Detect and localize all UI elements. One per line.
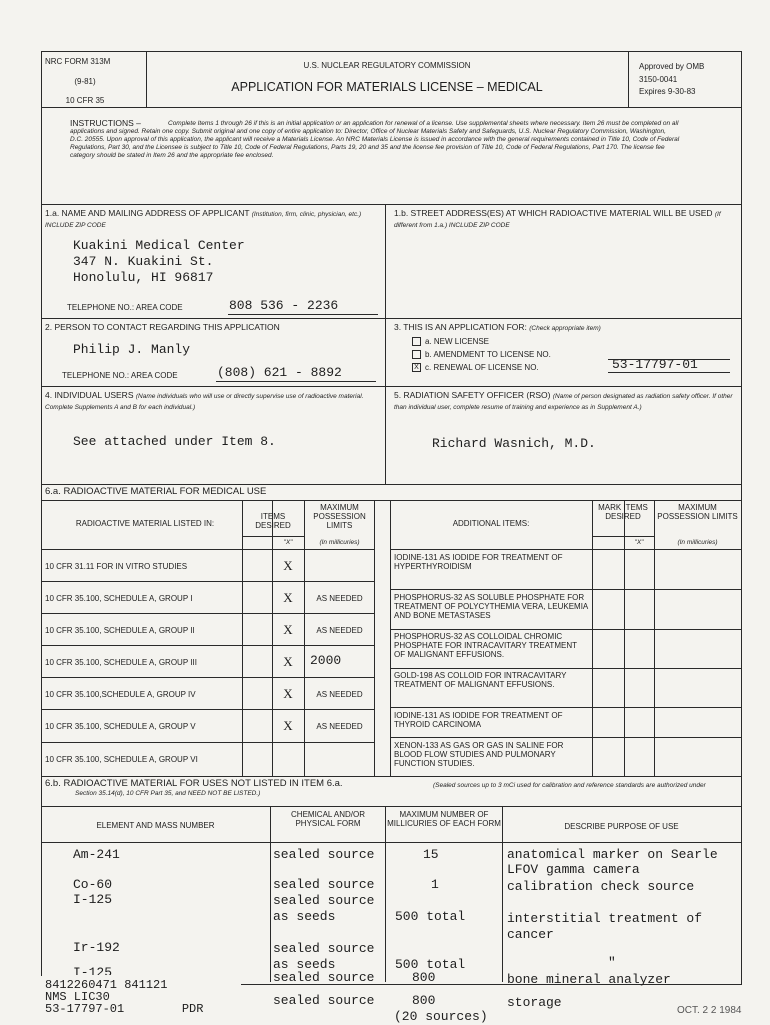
material-cell: 10 CFR 35.100, SCHEDULE A, GROUP II bbox=[45, 626, 195, 635]
rule bbox=[242, 500, 243, 776]
applicant-name: Kuakini Medical Center bbox=[73, 238, 245, 253]
col-additional-header: ADDITIONAL ITEMS: bbox=[452, 519, 530, 528]
radiation-safety-officer: Richard Wasnich, M.D. bbox=[432, 436, 596, 451]
rule bbox=[390, 629, 741, 630]
col-max-mci-header: MAXIMUM NUMBER OF MILLICURIES OF EACH FORM bbox=[387, 810, 501, 828]
underline bbox=[216, 381, 376, 382]
omb-expiry: Expires 9-30-83 bbox=[639, 87, 696, 96]
checkbox-amendment[interactable] bbox=[412, 350, 421, 359]
additional-item: XENON-133 AS GAS OR GAS IN SALINE FOR BLOOD FLOW STUDIES AND PULMONARY FUNCTION STUDIES. bbox=[394, 741, 564, 768]
limit-cell: AS NEEDED bbox=[316, 594, 363, 603]
rule bbox=[41, 318, 741, 319]
col-element-header: ELEMENT AND MASS NUMBER bbox=[96, 821, 215, 830]
rule bbox=[41, 645, 374, 646]
option-renewal[interactable]: X c. RENEWAL OF LICENSE NO. bbox=[412, 363, 539, 372]
max-mci-cell: 1 bbox=[431, 877, 439, 892]
max-mci-cell: 800 bbox=[412, 970, 436, 985]
rule bbox=[592, 500, 593, 776]
additional-item: PHOSPHORUS-32 AS SOLUBLE PHOSPHATE FOR TREATMENT OF POLYCYTHEMIA VERA, LEUKEMIA AND BONE METASTASES bbox=[394, 593, 588, 620]
rule bbox=[41, 709, 374, 710]
rule bbox=[374, 500, 375, 776]
rule bbox=[390, 589, 741, 590]
desired-mark[interactable]: X bbox=[283, 590, 293, 605]
rule bbox=[270, 806, 271, 982]
col-material-header: RADIOACTIVE MATERIAL LISTED IN: bbox=[75, 519, 215, 528]
desired-mark[interactable]: X bbox=[283, 654, 293, 669]
item-1a-label: 1.a. NAME AND MAILING ADDRESS OF APPLICANT (Institution, firm, clinic, physician, etc.) INCLUDE ZIP CODE bbox=[45, 208, 362, 229]
purpose-cell: anatomical marker on Searle bbox=[507, 847, 718, 862]
form-cfr: 10 CFR 35 bbox=[65, 96, 105, 105]
col-purpose-header: DESCRIBE PURPOSE OF USE bbox=[564, 822, 679, 831]
rule bbox=[390, 668, 741, 669]
rule bbox=[628, 51, 629, 107]
limit-cell: AS NEEDED bbox=[316, 722, 363, 731]
rule bbox=[385, 204, 386, 484]
additional-item: IODINE-131 AS IODIDE FOR TREATMENT OF HYPERTHYROIDISM bbox=[394, 553, 563, 571]
rule bbox=[390, 500, 391, 776]
form-cell: sealed source bbox=[273, 893, 375, 908]
instructions-label: INSTRUCTIONS – bbox=[70, 118, 141, 128]
rule bbox=[41, 581, 374, 582]
element-cell: I-125 bbox=[73, 965, 113, 975]
limit-cell: AS NEEDED bbox=[316, 690, 363, 699]
material-cell: 10 CFR 35.100, SCHEDULE A, GROUP III bbox=[45, 658, 197, 667]
rule bbox=[41, 742, 374, 743]
rule bbox=[41, 500, 741, 501]
option-new-license[interactable]: a. NEW LICENSE bbox=[412, 337, 489, 346]
material-cell: 10 CFR 35.100,SCHEDULE A, GROUP IV bbox=[45, 690, 196, 699]
form-cell: sealed source bbox=[273, 993, 375, 1008]
item-3-label: 3. THIS IS AN APPLICATION FOR: (Check appropriate item) bbox=[394, 322, 601, 332]
rule bbox=[41, 776, 741, 777]
col-form-header: CHEMICAL AND/OR PHYSICAL FORM bbox=[291, 810, 365, 828]
material-cell: 10 CFR 35.100, SCHEDULE A, GROUP I bbox=[45, 594, 193, 603]
rule bbox=[41, 386, 741, 387]
col-max-header-2: MAXIMUM POSSESSION LIMITS bbox=[657, 503, 738, 521]
item-5-label: 5. RADIATION SAFETY OFFICER (RSO) (Name of person designated as radiation safety officer. If other than individual user, complete resume of training and experience as in Supplement A.) bbox=[394, 390, 733, 411]
rule bbox=[41, 484, 741, 485]
desired-mark[interactable]: X bbox=[283, 558, 293, 573]
form-revision: (9-81) bbox=[74, 77, 96, 86]
additional-item: PHOSPHORUS-32 AS COLLOIDAL CHROMIC PHOSPHATE FOR INTRACAVITARY TREATMENT OF MALIGNANT EFFUSIONS. bbox=[394, 632, 577, 659]
purpose-cell: storage bbox=[507, 995, 562, 1010]
col-mark-header: MARK ITEMS DESIRED bbox=[598, 503, 648, 521]
rule bbox=[41, 806, 741, 807]
underline bbox=[608, 372, 730, 373]
material-cell: 10 CFR 35.100, SCHEDULE A, GROUP V bbox=[45, 722, 196, 731]
purpose-cell: cancer bbox=[507, 927, 554, 942]
col-x-header: "X" bbox=[283, 539, 293, 546]
item-2-label: 2. PERSON TO CONTACT REGARDING THIS APPLICATION bbox=[45, 322, 280, 332]
rule bbox=[41, 549, 374, 550]
max-mci-cell: 500 total bbox=[395, 909, 466, 924]
limit-cell: 2000 bbox=[310, 653, 342, 668]
max-mci-cell: 500 total bbox=[395, 957, 466, 972]
form-cell: sealed source bbox=[273, 970, 375, 985]
form-title: APPLICATION FOR MATERIALS LICENSE – MEDICAL bbox=[231, 80, 543, 94]
element-cell: Ir-192 bbox=[73, 940, 120, 955]
form-cell: sealed source bbox=[273, 847, 375, 862]
instructions-text: Complete Items 1 through 26 if this is an initial application or an application for renewal of a license. Use supplemental sheets where necessary. Item 26 must be completed on all applications and signed. Retain one copy. Submit original and one copy of entire application to: Director, Office of Nuclear Materials Safety and Safeguards, U.S. Nuclear Regulatory Commission, Washington, D.C. 20555. Upon approval of this application, the applicant will receive a Materials License. An NRC Materials License is issued in accordance with the general requirements contained in Title 10, Code of Federal Regulations, Part 30, and the Licensee is subject to Title 10, Code of Federal Regulations, Parts 19, 20 and 35 and the license fee provision of Title 10, Code of Federal Regulations, Part 170. The license fee category should be stated in Item 26 and the appropriate fee enclosed. bbox=[70, 120, 680, 159]
col-units-header: (In millicuries) bbox=[319, 539, 360, 546]
rule bbox=[41, 204, 741, 205]
form-cell: sealed source bbox=[273, 877, 375, 892]
renewal-license-number: 53-17797-01 bbox=[612, 357, 698, 372]
form-cell: as seeds bbox=[273, 909, 336, 924]
individual-users: See attached under Item 8. bbox=[73, 434, 276, 449]
omb-approval: Approved by OMB bbox=[639, 62, 705, 71]
rule bbox=[385, 806, 386, 982]
purpose-cell: LFOV gamma camera bbox=[507, 862, 640, 877]
purpose-cell: bone mineral analyzer bbox=[507, 972, 671, 987]
desired-mark[interactable]: X bbox=[283, 718, 293, 733]
agency-name: U.S. NUCLEAR REGULATORY COMMISSION bbox=[303, 61, 471, 70]
purpose-cell: interstitial treatment of bbox=[507, 911, 703, 926]
max-mci-cell: (20 sources) bbox=[394, 1009, 488, 1024]
additional-item: GOLD-198 AS COLLOID FOR INTRACAVITARY TREATMENT OF MALIGNANT EFFUSIONS. bbox=[394, 671, 567, 689]
date-stamp: OCT. 2 2 1984 bbox=[677, 1005, 742, 1016]
desired-mark[interactable]: X bbox=[283, 622, 293, 637]
omb-number: 3150-0041 bbox=[639, 75, 678, 84]
applicant-street: 347 N. Kuakini St. bbox=[73, 254, 214, 269]
applicant-city: Honolulu, HI 96817 bbox=[73, 270, 214, 285]
max-mci-cell: 800 bbox=[412, 993, 436, 1008]
nms-code: NMS LIC30 bbox=[45, 990, 110, 1004]
rule bbox=[390, 737, 741, 738]
col-max-header: MAXIMUM POSSESSION LIMITS bbox=[313, 503, 366, 530]
rule bbox=[41, 613, 374, 614]
rule bbox=[502, 806, 503, 982]
checkbox-new[interactable] bbox=[412, 337, 421, 346]
rule bbox=[146, 51, 147, 107]
docket-pdr: 53-17797-01 PDR bbox=[45, 1002, 204, 1016]
purpose-cell: calibration check source bbox=[507, 879, 695, 894]
limit-cell: AS NEEDED bbox=[316, 626, 363, 635]
form-cell: as seeds bbox=[273, 957, 336, 972]
item-6b-label: 6.b. RADIOACTIVE MATERIAL FOR USES NOT LISTED IN ITEM 6.a. bbox=[45, 778, 343, 789]
rule bbox=[41, 107, 741, 108]
applicant-telephone: 808 536 - 2236 bbox=[229, 298, 339, 313]
rule bbox=[390, 707, 741, 708]
form-number: NRC FORM 313M bbox=[45, 57, 111, 66]
col-x-header-2: "X" bbox=[634, 539, 644, 546]
rule bbox=[41, 677, 374, 678]
rule bbox=[242, 536, 304, 537]
col-units-header-2: (In millicuries) bbox=[677, 539, 718, 546]
rule bbox=[592, 536, 654, 537]
material-cell: 10 CFR 35.100, SCHEDULE A, GROUP VI bbox=[45, 755, 198, 764]
contact-telephone: (808) 621 - 8892 bbox=[217, 365, 342, 380]
element-cell: I-125 bbox=[73, 892, 113, 907]
max-mci-cell: 15 bbox=[423, 847, 439, 862]
item-1b-label: 1.b. STREET ADDRESS(ES) AT WHICH RADIOACTIVE MATERIAL WILL BE USED (If different from 1.a.) INCLUDE ZIP CODE bbox=[394, 208, 721, 229]
contact-name: Philip J. Manly bbox=[73, 342, 191, 357]
rule bbox=[390, 549, 741, 550]
material-cell: 10 CFR 31.11 FOR IN VITRO STUDIES bbox=[45, 562, 188, 571]
item-6b-note: (Sealed sources up to 3 mCi used for calibration and reference standards are authorized under Section 35.14(d), 10 CFR Part 35, and NEED NOT BE LISTED.) bbox=[75, 782, 706, 797]
form-cell: sealed source bbox=[273, 941, 375, 956]
element-cell: Am-241 bbox=[73, 847, 120, 862]
col-items-header: ITEMS DESIRED bbox=[255, 512, 291, 530]
underline bbox=[608, 359, 730, 360]
option-amendment[interactable]: b. AMENDMENT TO LICENSE NO. bbox=[412, 350, 551, 359]
element-cell: Co-60 bbox=[73, 877, 113, 892]
underline bbox=[228, 314, 378, 315]
desired-mark[interactable]: X bbox=[283, 686, 293, 701]
contact-telephone-label: TELEPHONE NO.: AREA CODE bbox=[62, 371, 178, 380]
applicant-telephone-label: TELEPHONE NO.: AREA CODE bbox=[67, 303, 183, 312]
rule bbox=[41, 842, 741, 843]
item-4-label: 4. INDIVIDUAL USERS (Name individuals who will use or directly supervise use of radioactive material. Complete Supplements A and B for each individual.) bbox=[45, 390, 364, 411]
item-6a-label: 6.a. RADIOACTIVE MATERIAL FOR MEDICAL USE bbox=[45, 486, 267, 497]
additional-item: IODINE-131 AS IODIDE FOR TREATMENT OF THYROID CARCINOMA bbox=[394, 711, 563, 729]
accession-number: 8412260471 841121 bbox=[45, 978, 168, 992]
checkbox-renewal[interactable]: X bbox=[412, 363, 421, 372]
purpose-cell: " bbox=[608, 955, 616, 970]
